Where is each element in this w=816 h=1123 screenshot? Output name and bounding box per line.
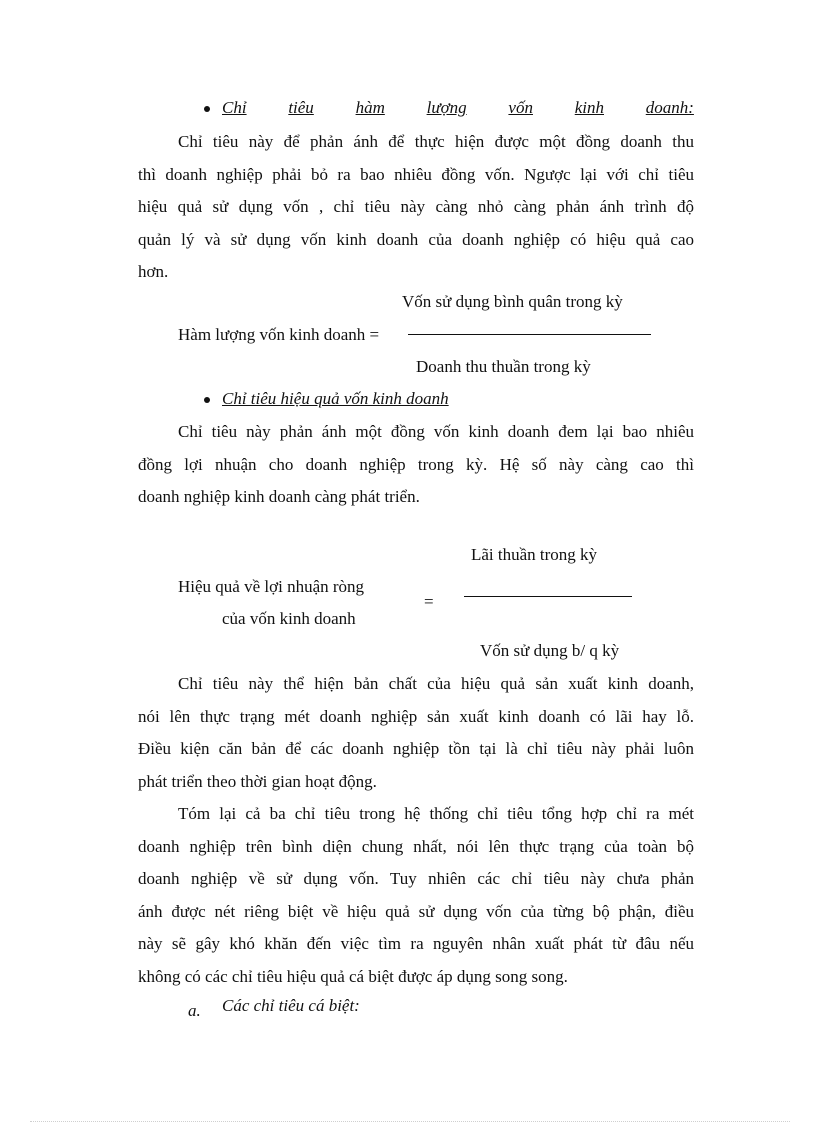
paragraph-line: Chỉ tiêu này để phản ánh để thực hiện được một đồng doanh thu	[178, 132, 694, 151]
paragraph-line: hơn.	[138, 262, 169, 281]
formula1-left: Hàm lượng vốn kinh doanh =	[178, 325, 380, 344]
paragraph-line: thì doanh nghiệp phải bỏ ra bao nhiêu đồng vốn. Ngược lại với chỉ tiêu	[138, 164, 694, 184]
bullet-icon	[204, 106, 210, 112]
heading-word: doanh:	[645, 98, 694, 117]
paragraph-line: đồng lợi nhuận cho doanh nghiệp trong kỳ. Hệ số này càng cao thì	[138, 454, 694, 474]
formula2-left-line1: Hiệu quả về lợi nhuận ròng	[178, 577, 365, 596]
paragraph-line: Chỉ tiêu này thể hiện bản chất của hiệu quả sản xuất kinh doanh,	[178, 674, 694, 693]
paragraph-4	[138, 798, 694, 993]
heading-word: tiêu	[288, 98, 314, 117]
paragraph-line: hiệu quả sử dụng vốn , chỉ tiêu này càng nhỏ càng phản ánh trình độ	[138, 197, 694, 216]
section-a-heading: Các chỉ tiêu cá biệt:	[222, 996, 360, 1015]
heading-word: lượng	[426, 98, 467, 117]
formula2-left-line2: của vốn kinh doanh	[222, 609, 356, 628]
paragraph-line: doanh nghiệp kinh doanh càng phát triển.	[138, 487, 420, 506]
heading-word: Chỉ	[222, 98, 247, 117]
formula1-denominator: Doanh thu thuần trong kỳ	[416, 357, 591, 376]
section2-paragraph	[138, 416, 694, 514]
section2-heading: Chỉ tiêu hiệu quả vốn kinh doanh	[222, 389, 449, 408]
paragraph-line: Tóm lại cả ba chỉ tiêu trong hệ thống chỉ tiêu tổng hợp chỉ ra mét	[178, 804, 694, 823]
paragraph-line: doanh nghiệp về sử dụng vốn. Tuy nhiên các chỉ tiêu này chưa phản	[138, 869, 694, 888]
paragraph-line: nói lên thực trạng mét doanh nghiệp sản xuất kinh doanh có lãi hay lỗ.	[138, 706, 694, 726]
paragraph-line: Điều kiện căn bản để các doanh nghiệp tồn tại là chỉ tiêu này phải luôn	[138, 739, 694, 758]
heading-word: vốn	[508, 98, 533, 117]
paragraph-line: phát triển theo thời gian hoạt động.	[138, 771, 377, 791]
formula1-fraction-bar	[408, 334, 651, 335]
page-bottom-divider	[30, 1121, 790, 1122]
heading-word: hàm	[355, 98, 385, 117]
section1-paragraph	[138, 126, 694, 289]
formula1-numerator: Vốn sử dụng bình quân trong kỳ	[402, 292, 623, 311]
formula2-equals: =	[424, 592, 434, 611]
heading-word: kinh	[574, 98, 604, 117]
paragraph-line: không có các chỉ tiêu hiệu quả cá biệt được áp dụng song song.	[138, 966, 568, 986]
section1-heading	[222, 98, 694, 118]
paragraph-line: ánh được nét riêng biệt về hiệu quả sử dụng vốn của từng bộ phận, điều	[138, 901, 694, 921]
paragraph-line: doanh nghiệp trên bình diện chung nhất, nói lên thực trạng của toàn bộ	[138, 836, 694, 856]
formula2-fraction-bar	[464, 596, 632, 597]
formula2-denominator: Vốn sử dụng b/ q kỳ	[480, 641, 620, 660]
formula2-numerator: Lãi thuần trong kỳ	[471, 545, 598, 564]
bullet-icon	[204, 397, 210, 403]
list-marker: a.	[188, 1001, 201, 1020]
paragraph-3	[138, 668, 694, 798]
paragraph-line: quản lý và sử dụng vốn kinh doanh của doanh nghiệp có hiệu quả cao	[138, 229, 694, 249]
paragraph-line: này sẽ gây khó khăn đến việc tìm ra nguyên nhân xuất phát từ đâu nếu	[138, 934, 694, 953]
paragraph-line: Chỉ tiêu này phản ánh một đồng vốn kinh doanh đem lại bao nhiêu	[178, 422, 694, 441]
